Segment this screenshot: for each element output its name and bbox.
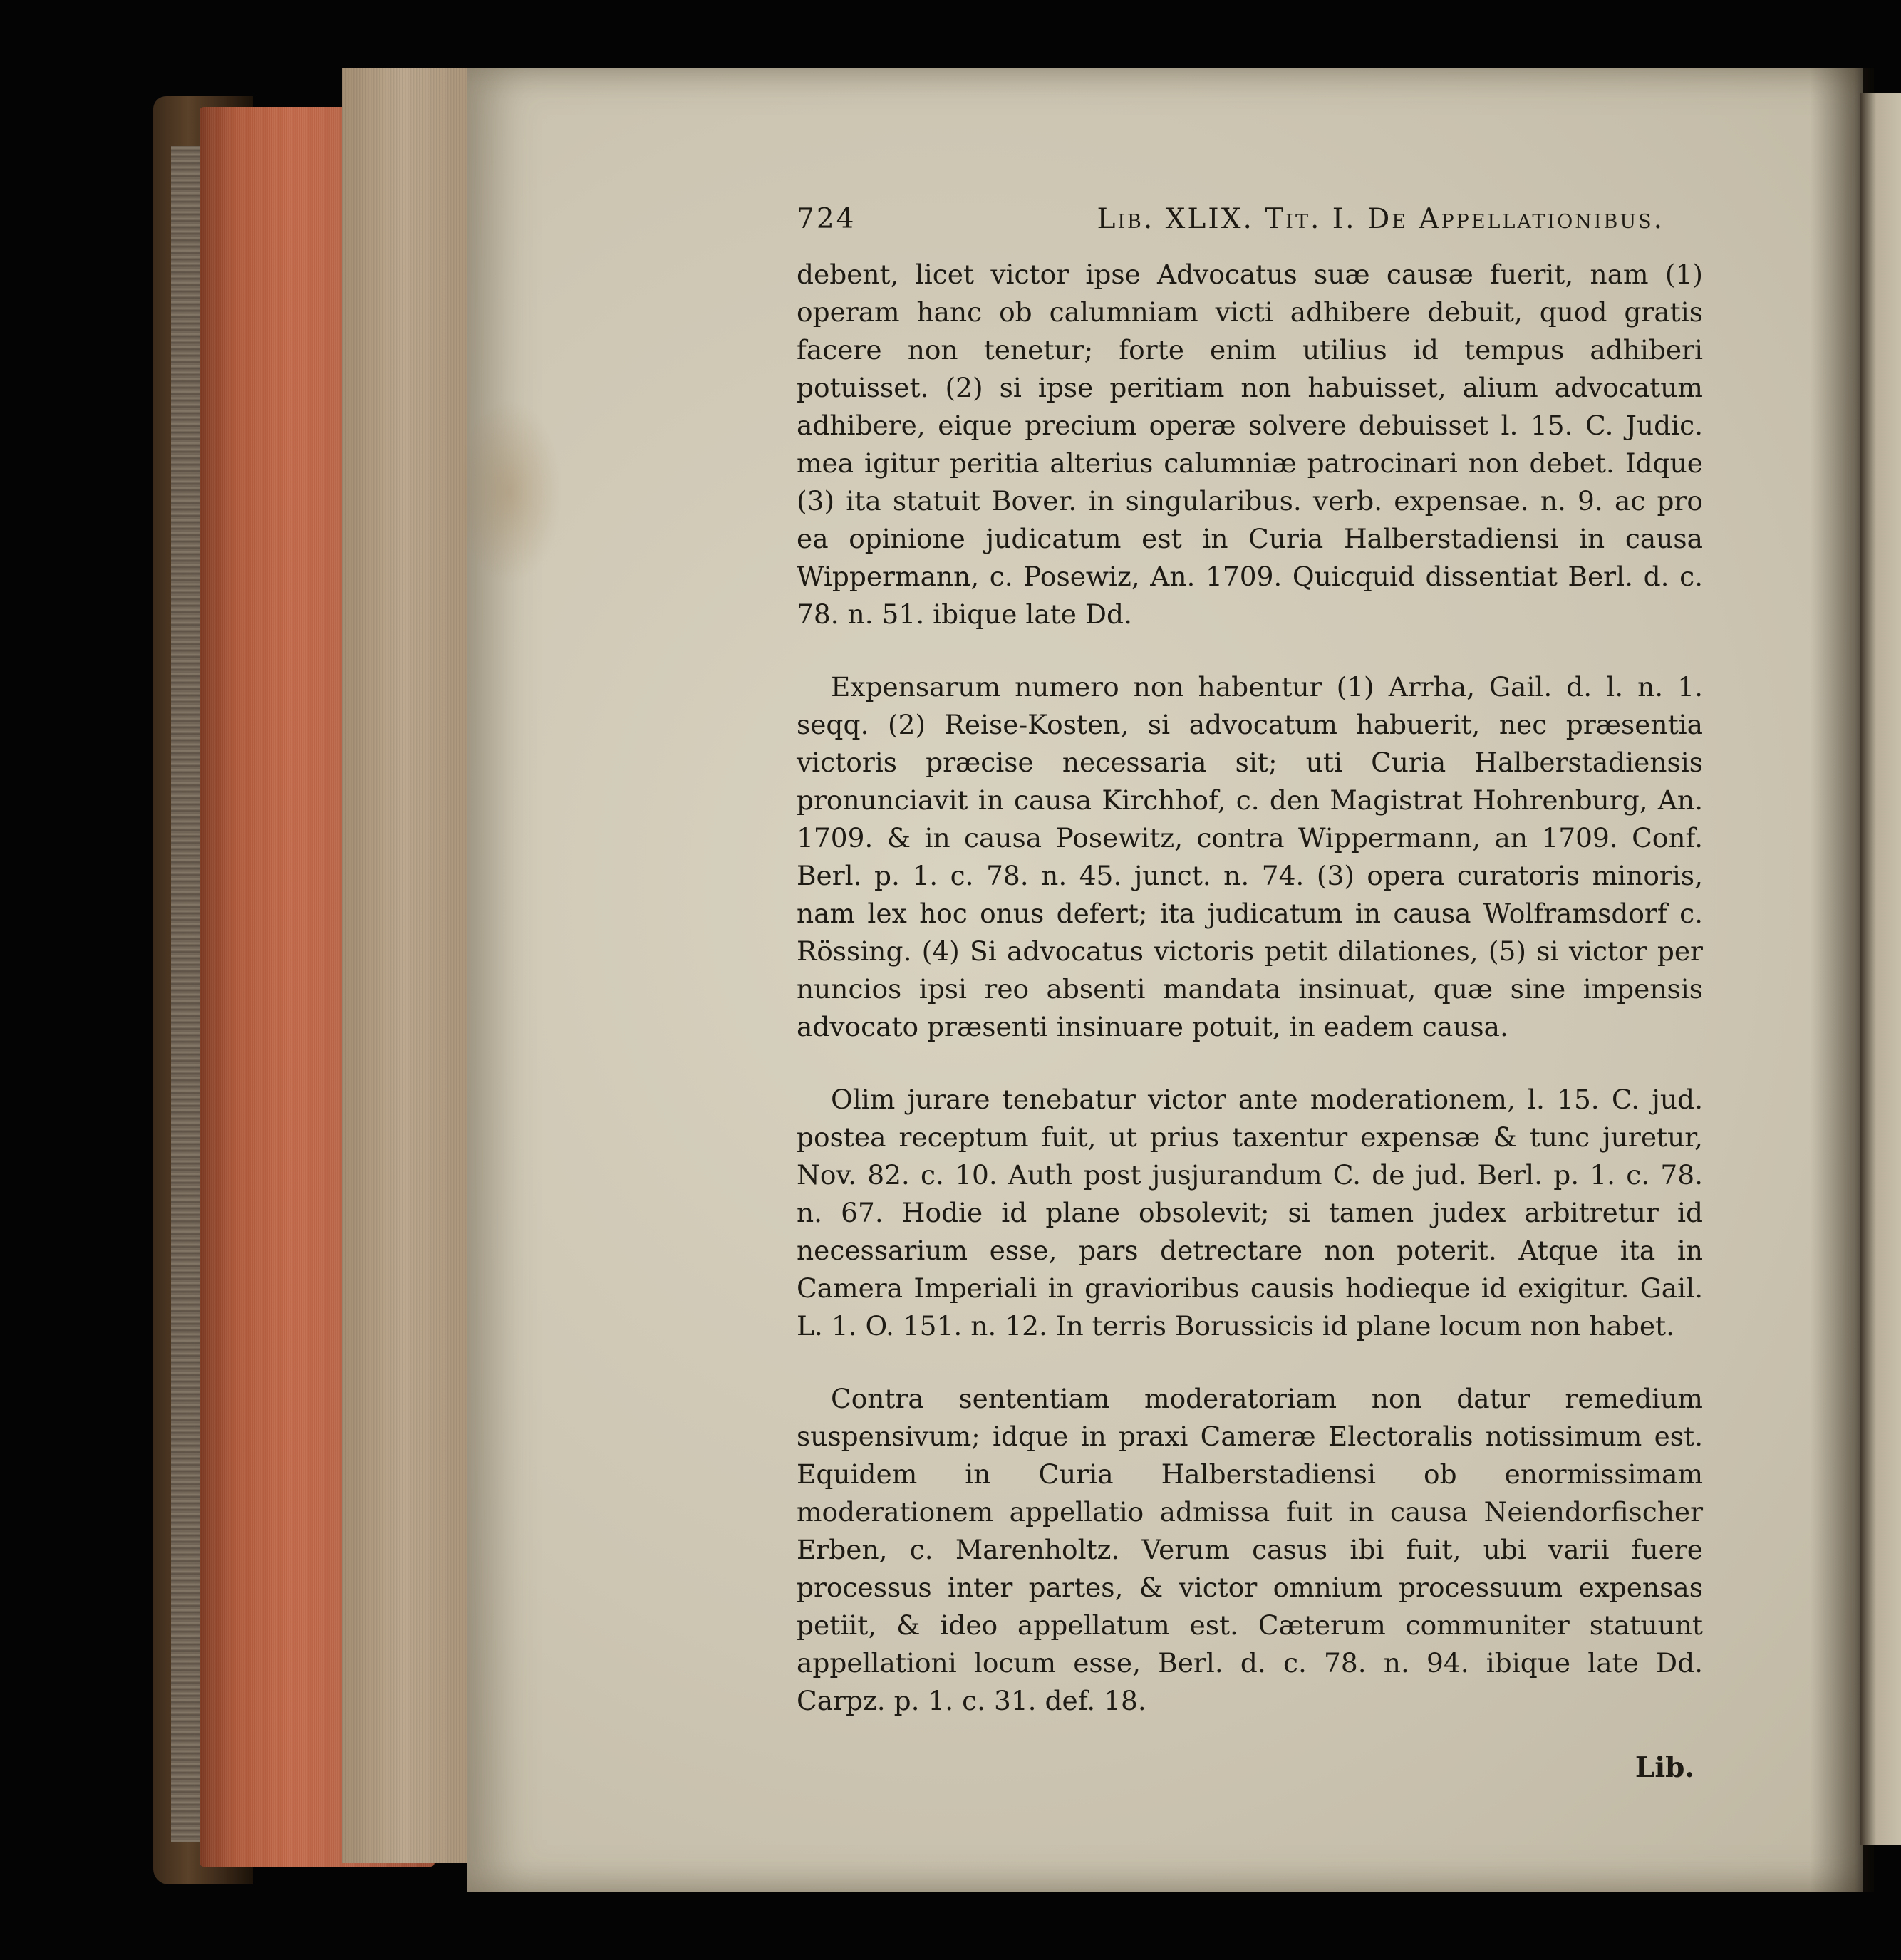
running-header [797, 203, 1703, 246]
page-number: 724 [797, 203, 856, 235]
paragraph-gap [797, 633, 1703, 668]
page-text-block [797, 203, 1703, 1784]
paragraph-gap [797, 1345, 1703, 1380]
paragraph-2: Expensarum numero non habentur (1) Arrha, Gail. d. l. n. 1. seqq. (2) Reise-Kosten, si advocatum habuerit, nec præsentia victoris præcise necessaria sit; uti Curia Halberstadiensis pronunciavit in causa Kirchhof, c. den Magistrat Hohrenburg, An. 1709. & in causa Posewitz, contra Wippermann, an 1709. Conf. Berl. p. 1. c. 78. n. 45. junct. n. 74. (3) opera curatoris minoris, nam lex hoc onus defert; ita judicatum in causa Wolframsdorf c. Rössing. (4) Si advocatus victoris petit dilationes, (5) si victor per nuncios ipsi reo absenti mandata insinuat, quæ sine impensis advocato præsenti insinuare potuit, in eadem causa. [797, 671, 1703, 1042]
paragraph-4: Contra sententiam moderatoriam non datur remedium suspensivum; idque in praxi Cameræ Electoralis notissimum est. Equidem in Curia Halberstadiensi ob enormissimam moderationem appellatio admissa fuit in causa Neiendorfischer Erben, c. Marenholtz. Verum casus ibi fuit, ubi varii fuere processus inter partes, & victor omnium processuum expensas petiit, & ideo appellatum est. Cæterum communiter statuunt appellationi locum esse, Berl. d. c. 78. n. 94. ibique late Dd. Carpz. p. 1. c. 31. def. 18. [797, 1383, 1703, 1716]
page-block-edge [342, 68, 477, 1863]
catchword: Lib. [1635, 1751, 1694, 1784]
page-stain [456, 399, 563, 584]
paragraph-gap [797, 1046, 1703, 1081]
running-title: Lib. XLIX. Tit. I. De Appellationibus. [1097, 203, 1664, 235]
facing-page-edge [1860, 93, 1901, 1845]
paragraph-3: Olim jurare tenebatur victor ante moderationem, l. 15. C. jud. postea receptum fuit, ut prius taxentur expensæ & tunc juretur, Nov. 82. c. 10. Auth post jusjurandum C. de jud. Berl. p. 1. c. 78. n. 67. Hodie id plane obsolevit; si tamen judex arbitretur id necessarium esse, pars detrectare non poterit. Atque ita in Camera Imperiali in gravioribus causis hodieque id exigitur. Gail. L. 1. O. 151. n. 12. In terris Borussicis id plane locum non habet. [797, 1084, 1703, 1342]
paragraph-1: debent, licet victor ipse Advocatus suæ causæ fuerit, nam (1) operam hanc ob calumniam victi adhibere debuit, quod gratis facere non tenetur; forte enim utilius id tempus adhiberi potuisset. (2) si ipse peritiam non habuisset, alium advocatum adhibere, eique precium operæ solvere debuisset l. 15. C. Judic. mea igitur peritia alterius calumniæ patrocinari non debet. Idque (3) ita statuit Bover. in singularibus. verb. expensae. n. 9. ac pro ea opinione judicatum est in Curia Halberstadiensi in causa Wippermann, c. Posewiz, An. 1709. Quicquid dissentiat Berl. d. c. 78. n. 51. ibique late Dd. [797, 259, 1703, 630]
